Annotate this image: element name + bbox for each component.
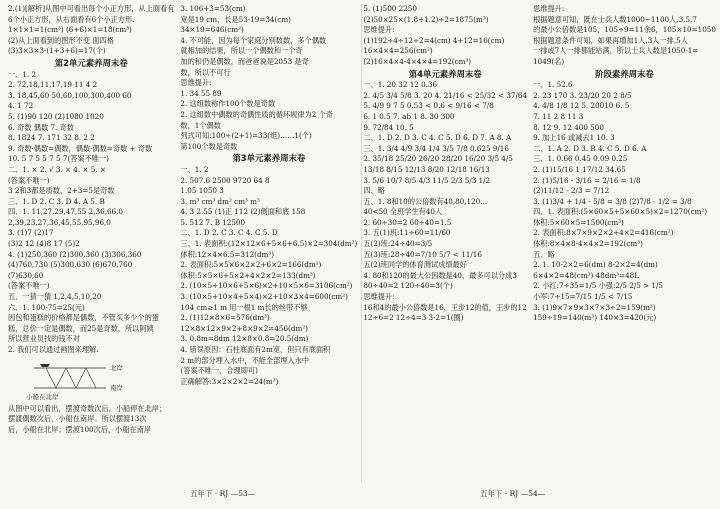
text-line: 7. 11 2 8 11 3 <box>533 111 584 121</box>
text-line: 一、1. 20 32 12 0.36 <box>363 80 438 90</box>
text-line: 五、略 <box>533 249 555 259</box>
text-line: 34×19=646(cm²) <box>180 25 244 35</box>
text-line: 2. 表面积:8×7×9×2×2+4×2=416(cm²) <box>533 228 674 238</box>
text-line: 6. 1 0.5 7. ab 1 8. 30 300 <box>363 111 455 121</box>
text-line: 3. m³ cm³ dm² cm³ m³ <box>180 196 260 206</box>
text-line: 小军:7÷15=7/15 1/5 < 7/15 <box>533 292 633 302</box>
text-line: (2)从上面看到的图形不变 面四格 <box>8 35 114 45</box>
text-line: 80÷40=2 120÷40=3(个) <box>363 281 453 291</box>
text-line: 二、1. D 2. C 3. C 4. C 5. D <box>180 228 278 238</box>
text-line: 三、1. 表面积:(12×12×6+5×6+6.5)×2=304(dm²) <box>180 239 358 249</box>
text-line: 5. 512 7. B 12500 <box>180 217 246 227</box>
text-line: 一、1. 2 <box>180 164 209 174</box>
text-line: 五(2)班:24÷40=3/5 <box>363 239 433 249</box>
text-line: 2. 23 170 3. 23/20 20 2 8/5 <box>533 90 632 100</box>
text-line: 4. 不可能，因为每个家庭分别数数，多个偶数 <box>180 35 327 45</box>
text-line: 1.05 1050 3 <box>180 186 224 196</box>
text-line: 12÷6=2 12÷4=3 3-2=1(圈) <box>363 313 464 323</box>
text-line: 2. (1)12×8×6=576(dm³) <box>180 313 270 323</box>
page-footer <box>0 488 720 502</box>
boat-diagram <box>26 358 146 402</box>
text-line: 4. 80和120的最大公因数是40，最多可以分成3 <box>363 270 517 280</box>
text-line: 2.(1)[解析]从图中可看出每个小正方形，从上面看有 <box>8 4 175 13</box>
section-title: 第3单元素养周末卷 <box>232 153 306 164</box>
text-line: 的最小公倍数是105，105÷9=11余6，105×10=1050 <box>533 25 716 35</box>
text-line: 1. 34 55 89 <box>180 88 222 98</box>
text-line: 五、1. 8和10的公倍数有40,80,120... <box>363 196 488 206</box>
text-line: 思维提升: <box>363 292 395 302</box>
text-line: 159÷19=140(m³) 140×3=420(元) <box>533 313 657 323</box>
text-line: 13/18 8/15 12/13 8/20 12/18 16/13 <box>363 164 490 174</box>
text-line: (2)16×4×4-4×4×4=192(cm³) <box>363 56 472 66</box>
text-line: 因包和蛋糕的价格都是偶数，不管买多少个的蛋 <box>8 313 159 323</box>
text-line: 2. 60÷30=2 60÷40=1.5 <box>363 217 452 227</box>
text-line: 六、1. 100-75=25(元) <box>8 302 85 312</box>
text-line: 后，小船在北岸；摆渡100次后，小船在南岸 <box>8 424 152 434</box>
text-line: 1×1×1=1(cm³) (6+6)×1=18(cm³) <box>8 25 132 35</box>
text-line: 2. 这组数称作100个数是奇数 <box>180 99 276 109</box>
text-line: (答案不唯一，合理即可) <box>180 366 258 376</box>
text-line: (4)760,730 (5)300,630 (6)670,760 <box>8 260 133 270</box>
text-line: 三、1. 0.66 0.45 0.09 0.25 <box>533 154 628 164</box>
text-line: 糕，总价一定是偶数，而25是奇数，所以阿姨 <box>8 323 154 333</box>
text-line: 四、1. 表面积:(5×60×5+5×60×5)×2=1270(cm²) <box>533 207 708 217</box>
text-line: 5. (1)500 2250 <box>363 4 417 13</box>
section-title: 第2单元素养周末卷 <box>54 57 128 68</box>
text-line: 思维提升: <box>533 4 565 13</box>
section-title: 第4单元素养周末卷 <box>408 68 482 79</box>
text-line: 6. 奇数 偶数 7. 奇数 <box>8 122 74 132</box>
boat-icon <box>40 364 50 367</box>
text-line: 9. 奇数·偶数=偶数，偶数·偶数=奇数 + 奇数 <box>8 143 153 153</box>
text-line: 1049(名) <box>533 56 565 66</box>
page-divider <box>361 4 362 482</box>
text-line: (1)192÷4÷12÷2=4(cm) 4+12=16(cm) <box>363 35 505 45</box>
text-line: (2)11/12 - 2/3 = 7/12 <box>533 186 610 196</box>
text-line: 3. 0.8m=8dm 12×8×0.8=20.5(dm) <box>180 334 309 344</box>
text-line: 思维提升: <box>180 78 212 88</box>
text-line: 2 m的部分埋入水中，不能全部埋入水中 <box>180 355 310 365</box>
text-line: 3. 18,45,60 50,60,100,300,400 60 <box>8 90 132 100</box>
text-line: 所以营业员找的钱不对 <box>8 334 80 344</box>
text-line: (3)2 12 (4)8 17 (5)2 <box>8 239 80 249</box>
footer-left: 五年下 · RJ —53— <box>190 489 256 498</box>
text-line: 4. 错误原因：石柱底面有2m宽，但只有底面积 <box>180 345 331 354</box>
text-line: 三、1. 3/4 4/9 3/4 1/4 3/5 7/8 0.625 9/16 <box>363 143 509 153</box>
text-line: 第100个数是奇数 <box>180 141 238 151</box>
text-line: 40<50 全班学生有40人 <box>363 207 443 217</box>
text-line: 2,39,23,27,36,45,55,95,96,0 <box>8 217 111 227</box>
text-line: 五、一猜一猜 1,2,4,5,10,20 <box>8 292 102 302</box>
footer-right: 五年下 · RJ —54— <box>480 489 546 498</box>
text-line: (答案不唯一) <box>8 281 50 291</box>
column-3 <box>363 4 527 482</box>
text-line: 3. 五(1)班:11÷60=11/60 <box>363 228 451 238</box>
text-line: 根据题意条件可知，如果再增加1人,3人一排,5人 <box>533 35 688 45</box>
text-line: 3. (1)9×7×9×3×7×3÷2=159(m³) <box>533 302 656 312</box>
text-line: 2. (1)15/16 1 17/12 34.65 <box>533 164 626 174</box>
text-line: 5. 4/9 9 7 5 0.53 < 0.6 < 9/16 < 7/8 <box>363 101 494 111</box>
text-line: 宽是19 cm，长是53-19=34(cm) <box>180 14 291 24</box>
text-line: 3. (10×5+10×4+5×4)×2+10×3×4=600(cm²) <box>180 292 348 302</box>
column-2 <box>180 4 357 482</box>
text-line: 6个小正方形，从右面看有6个小正方形. <box>8 14 135 24</box>
text-line: 二、1. × 2. √ 3. × 4. × 5. × <box>8 164 106 174</box>
text-line: 5. (1)90 120 (2)1080 1020 <box>8 111 104 121</box>
text-line: 9. 72/84 10. 5 <box>363 122 414 132</box>
text-line: 3 2和3都是质数，2+3=5是奇数 <box>8 186 115 196</box>
text-line: (7)630,60 <box>8 270 44 280</box>
text-line: 一、1. 2 <box>8 69 37 79</box>
text-line: 列式可知:100÷(2+1)=33(组)……1(个) <box>180 131 312 141</box>
text-line: 就相加的结果，所以一个偶数和一个奇 <box>180 46 303 56</box>
text-line: 3. (1)3/4 + 1/4 - 5/8 = 3/8 (2)7/8 - 1/2 = 3/8 <box>533 196 692 206</box>
text-line: 摆渡偶数次后，小船在南岸。所以摆渡13次 <box>8 414 147 424</box>
column-1 <box>8 4 174 482</box>
text-line: 四、1. 11,27,29,47,55 2,36,66,0 <box>8 207 123 217</box>
text-line: 16×4×4=256(cm²) <box>363 46 433 56</box>
text-line: 五(3)班:28÷40=7/10 5/7 < 11/16 <box>363 249 482 259</box>
text-line: (3)3×3×3-(1+3+6)=17(个) <box>8 46 106 56</box>
text-line: (答案不唯一) <box>8 175 50 185</box>
text-line: 12×8×12×9×2+8×9×2=456(dm²) <box>180 323 308 333</box>
text-line: (2)50×25×(1.8+1.2)÷2=1875(m³) <box>363 14 489 24</box>
south-bank-label: 南岸 <box>110 383 123 392</box>
text-line: 2. (1)5/16 - 3/16 = 2/16 = 1/8 <box>533 175 641 185</box>
text-line: 加的和仍是偶数，而爸爸说是2053 是奇 <box>180 56 309 66</box>
text-line: 2. 35/18 25/20 26/20 28/20 16/20 3/5 4/5 <box>363 154 513 164</box>
text-line: 二、1. A 2. D 3. B 4. C 5. D 6. A <box>533 143 647 153</box>
text-line: 2. (10×5+10×6+5×6)×2+10×5×6=3106(cm²) <box>180 281 353 291</box>
north-bank-label: 北岸 <box>110 363 123 372</box>
text-line: 6×4×2=48(cm³) 48dm³=48L <box>533 270 639 280</box>
text-line: 体积:8×4×8-4×4×2=192(cm³) <box>533 239 643 249</box>
text-line: 根据题意可知，既在士兵人数1000~1100人,3,5,7 <box>533 14 697 24</box>
text-line: 一排或7人一排都能站满，所以士兵人数是1050-1= <box>533 46 699 56</box>
text-line: 一、1. 52.6 <box>533 80 573 90</box>
crossing-path <box>46 368 96 388</box>
section-title: 阶段素养周末卷 <box>595 68 654 79</box>
text-line: 9. 加上16 或减去1 10. 3 <box>533 133 615 143</box>
text-line: 4. 1 72 <box>8 101 34 111</box>
text-line: 16和4的最小公倍数是16，王步12的值，王步的12 <box>363 302 527 312</box>
text-line: 二、1. D 2. D 3. C 4. C 5. D 6. D 7. A 8. A <box>363 133 512 143</box>
text-line: 从图中可以看出，摆渡奇数次后，小船停在北岸； <box>8 403 167 413</box>
text-line: 体积:5×60×5=1500(cm³) <box>533 217 624 227</box>
text-line: 2. 我们可以通过画图来理解. <box>8 345 99 354</box>
text-line: 四、略 <box>363 186 385 196</box>
text-line: 三、1. D 2. C 3. D 4. A 5. B <box>8 196 105 206</box>
text-line: 3. (1)7 (2)17 <box>8 228 54 238</box>
text-line: 3. 5/6 10/7 8/5 4/3 11/5 2/3 5/3 1/2 <box>363 175 491 185</box>
text-line: 8. 1824 7. 171 32 8. 2 2 <box>8 133 95 143</box>
text-line: 2. 这组数中偶数的奇偶性质的循环规律为2 个奇 <box>180 109 333 119</box>
text-line: 五(2)班同学的体育测试成绩最好 <box>363 260 467 270</box>
text-line: 正确解答:3×2×2×2=24(m³) <box>180 376 279 386</box>
text-line: 2. 1. 10-2×2=6(dm) 8-2×2=4(dm) <box>533 260 658 270</box>
text-line: 10. 5 7 5 5 7 5 7(答案不唯一) <box>8 154 109 164</box>
column-4 <box>533 4 716 482</box>
text-line: 104 cm≥1 m 用一根1 m长的丝带不够 <box>180 302 308 312</box>
text-line: 4. 4/8 1/8 12 5. 20010 6. 5 <box>533 101 630 111</box>
text-line: 2. 表面积:5×5×6×2×2+6×2=166(dm²) <box>180 260 322 270</box>
text-line: 体积:12×4×6.5=312(dm³) <box>180 249 275 259</box>
text-line: 体积:5×5×6+5×2+4×2×2=133(dm³) <box>180 270 316 280</box>
text-line: 思维提升: <box>363 25 395 35</box>
text-line: 2. 4/5 3/4 5/8 3. 20 4. 21/16 < 25/32 < 37/64 <box>363 90 528 100</box>
text-line: 4. 3 2.55 (1)正 112 (2)侧面和底 158 <box>180 207 306 217</box>
text-line: 4. (1)250,360 (2)300,360 (3)306,360 <box>8 249 142 259</box>
text-line: 2. 小红:7÷35=1/5 小强:2/5 2/5 > 1/5 <box>533 281 663 291</box>
text-line: 2. 72,18,11,17,19 11 4 2 <box>8 80 98 90</box>
text-line: 3. 106+3=53(cm) <box>180 4 246 13</box>
text-line: 数，所以不可行 <box>180 67 231 77</box>
text-line: 2. 507.6 2500 9720 64 8 <box>180 175 270 185</box>
boat-position-label: 小船在北岸 <box>26 392 59 401</box>
text-line: 数，1个偶数 <box>180 120 221 130</box>
text-line: 8. 12 9. 12 400 500 <box>533 122 604 132</box>
